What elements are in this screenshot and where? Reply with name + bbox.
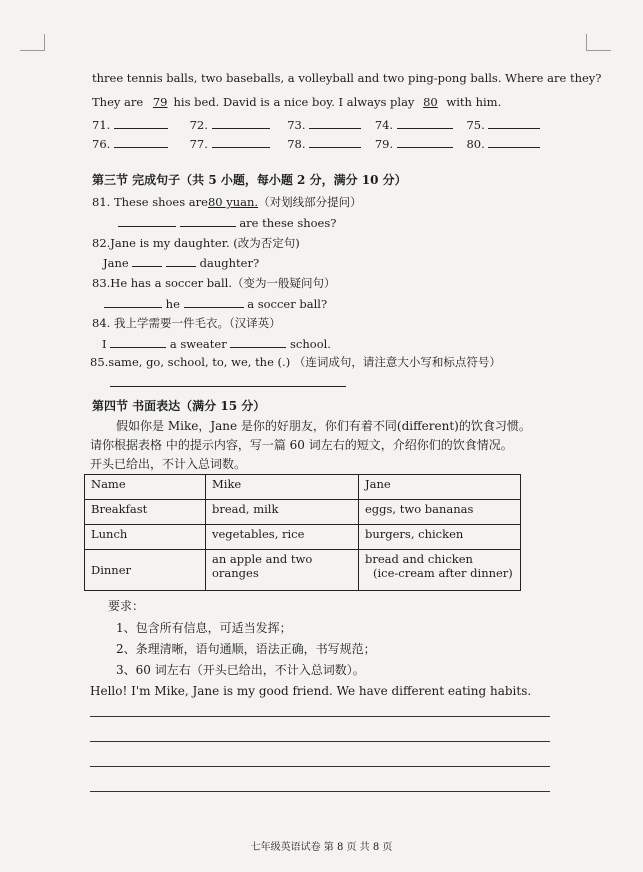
requirement-1: 1、包含所有信息，可适当发挥； (116, 621, 292, 635)
table-cell: vegetables, rice (206, 525, 359, 550)
table-cell: Dinner (85, 550, 206, 591)
answer-79: 79 (152, 95, 168, 109)
answer-line-83: he a soccer ball? (104, 295, 327, 312)
answer-blank-72[interactable] (212, 116, 270, 129)
requirements-title: 要求： (108, 599, 145, 613)
table-cell: Breakfast (85, 500, 206, 525)
writing-line-4[interactable] (90, 791, 550, 792)
answer-blank-80[interactable] (488, 135, 540, 148)
prompt-line-2: 请你根据表格 中的提示内容，写一篇 60 词左右的短文，介绍你们的饮食情况。 (90, 438, 513, 452)
passage-line-1: three tennis balls, two baseballs, a volleyball and two ping-pong balls. Where are they? (92, 71, 602, 85)
table-cell: bread, milk (206, 500, 359, 525)
answer-row-1: 71. 72. 73. 74. 75. (92, 116, 540, 133)
blank-83b[interactable] (184, 295, 244, 308)
passage-line-2: They are 79 his bed. David is a nice boy. I always play 80 with him. (92, 95, 502, 109)
blank-81a[interactable] (118, 214, 176, 227)
blank-82b[interactable] (166, 254, 196, 267)
requirement-3: 3、60 词左右（开头已给出，不计入总词数）。 (116, 663, 365, 677)
section4-title: 第四节 书面表达（满分 15 分） (92, 399, 266, 413)
table-cell: Jane (359, 475, 521, 500)
blank-85[interactable] (110, 374, 346, 387)
answer-line-84: I a sweater school. (102, 337, 331, 351)
blank-84a[interactable] (110, 335, 166, 348)
question-81: 81. These shoes are80 yuan.（对划线部分提问） (92, 195, 362, 209)
answer-blank-77[interactable] (212, 135, 270, 148)
answer-blank-73[interactable] (309, 116, 361, 129)
answer-line-85 (110, 374, 346, 391)
table-cell: Name (85, 475, 206, 500)
essay-opening: Hello! I'm Mike, Jane is my good friend. We have different eating habits. (90, 684, 532, 698)
blank-81b[interactable] (180, 214, 236, 227)
table-header-row (85, 475, 521, 500)
answer-blank-79[interactable] (397, 135, 453, 148)
writing-line-1[interactable] (90, 716, 550, 717)
blank-82a[interactable] (132, 254, 162, 267)
answer-line-81: are these shoes? (118, 214, 336, 231)
answer-blank-75[interactable] (488, 116, 540, 129)
writing-line-3[interactable] (90, 766, 550, 767)
question-82: 82.Jane is my daughter. (改为否定句) (92, 236, 300, 250)
section3-title: 第三节 完成句子（共 5 小题，每小题 2 分，满分 10 分） (92, 173, 407, 187)
dinner-note: (ice-cream after dinner) (373, 566, 513, 580)
answer-blank-78[interactable] (309, 135, 361, 148)
question-85: 85.same, go, school, to, we, the (.) （连词成句，请注意大小写和标点符号） (90, 355, 501, 369)
table-cell: Lunch (85, 525, 206, 550)
answer-blank-74[interactable] (397, 116, 453, 129)
answer-80: 80 (423, 95, 438, 109)
answer-blank-76[interactable] (114, 135, 168, 148)
table-cell: burgers, chicken (359, 525, 521, 550)
answer-line-82: Jane daughter? (103, 256, 260, 270)
prompt-line-1: 假如你是 Mike，Jane 是你的好朋友，你们有着不同(different)的饮食习惯。 (116, 419, 531, 433)
table-cell: Mike (206, 475, 359, 500)
crop-mark-top-right (586, 34, 611, 51)
table-cell: bread and chicken (ice-cream after dinner) (359, 550, 521, 591)
table-row (85, 525, 521, 550)
blank-83a[interactable] (104, 295, 162, 308)
table-cell: eggs, two bananas (359, 500, 521, 525)
answer-blank-71[interactable] (114, 116, 168, 129)
requirement-2: 2、条理清晰，语句通顺，语法正确，书写规范； (116, 642, 376, 656)
eating-habits-table (84, 474, 521, 591)
question-83: 83.He has a soccer ball.（变为一般疑问句） (92, 276, 336, 290)
question-84: 84. 我上学需要一件毛衣。（汉译英） (92, 316, 281, 330)
page-footer: 七年级英语试卷 第 8 页 共 8 页 (250, 842, 393, 853)
prompt-line-3: 开头已给出，不计入总词数。 (90, 457, 247, 471)
writing-line-2[interactable] (90, 741, 550, 742)
answer-row-2: 76. 77. 78. 79. 80. (92, 135, 540, 152)
table-row (85, 500, 521, 525)
table-row (85, 550, 521, 591)
table-cell: an apple and two oranges (206, 550, 359, 591)
blank-84b[interactable] (230, 335, 286, 348)
crop-mark-top-left (20, 34, 45, 51)
